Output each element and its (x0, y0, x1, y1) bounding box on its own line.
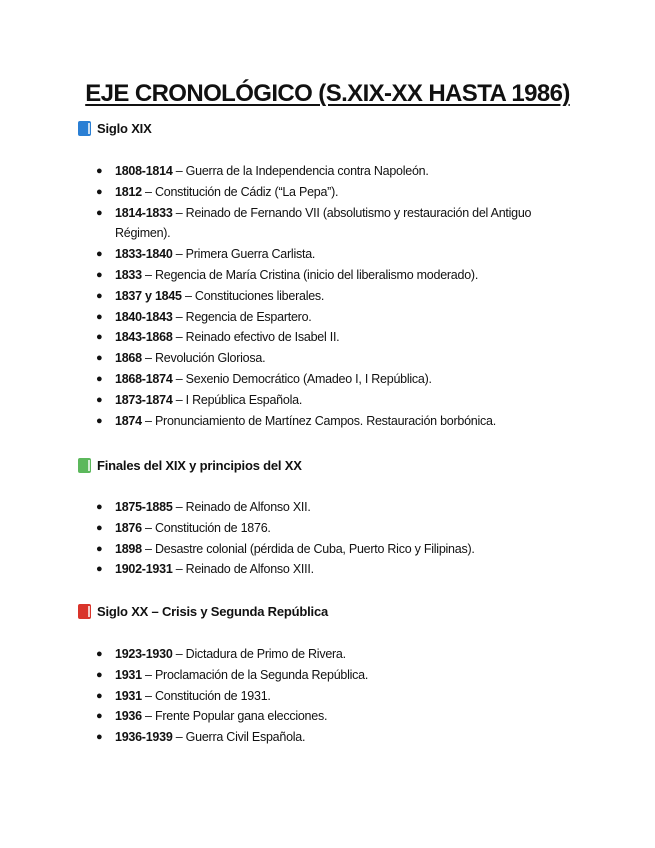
event-year: 1868-1874 (115, 371, 173, 386)
red-book-icon (78, 604, 91, 619)
event-year: 1868 (115, 351, 142, 366)
section-heading-siglo-xx (78, 604, 328, 619)
bullet-icon: ● (96, 310, 103, 323)
bullet-icon: ● (96, 501, 103, 513)
bullet-icon: ● (96, 710, 103, 723)
event-year: 1936-1939 (115, 730, 173, 745)
list-item (96, 286, 566, 307)
event-year: 1833 (115, 267, 142, 282)
list-item (96, 559, 566, 580)
bullet-icon: ● (96, 563, 103, 576)
bullet-icon: ● (96, 648, 103, 660)
events-list-siglo-xx (96, 644, 566, 748)
bullet-icon: ● (96, 731, 103, 744)
list-item (96, 518, 566, 539)
event-year: 1873-1874 (115, 392, 173, 407)
bullet-icon: ● (96, 393, 103, 406)
event-year: 1898 (115, 541, 142, 556)
list-item (96, 182, 566, 203)
section-heading-text: Siglo XIX (97, 121, 152, 136)
page-title: EJE CRONOLÓGICO (S.XIX-XX HASTA 1986) (85, 80, 570, 107)
event-text: – Reinado efectivo de Isabel II. (172, 330, 340, 345)
bullet-icon: ● (96, 289, 103, 302)
bullet-icon: ● (96, 372, 103, 385)
list-item (96, 348, 566, 369)
list-item (96, 265, 566, 286)
list-item (96, 686, 566, 707)
section-heading-siglo-xix (78, 121, 152, 136)
event-text: – Reinado de Alfonso XIII. (172, 562, 314, 577)
event-year: 1812 (115, 184, 142, 199)
bullet-icon: ● (96, 689, 103, 702)
event-year: 1875-1885 (115, 500, 173, 514)
event-year: 1833-1840 (115, 247, 173, 262)
list-item (96, 203, 566, 245)
event-text: – Dictadura de Primo de Rivera. (172, 647, 346, 661)
event-year: 1874 (115, 413, 142, 428)
event-text: – Proclamación de la Segunda República. (141, 667, 369, 682)
list-item (96, 369, 566, 390)
event-year: 1902-1931 (115, 562, 173, 577)
event-text: – Primera Guerra Carlista. (172, 247, 316, 262)
event-text: – Desastre colonial (pérdida de Cuba, Puerto Rico y Filipinas). (141, 541, 475, 556)
bullet-icon: ● (96, 185, 103, 198)
event-year: 1931 (115, 667, 142, 682)
event-year: 1923-1930 (115, 647, 173, 661)
list-item (96, 161, 566, 182)
list-item (96, 539, 566, 560)
event-text: – I República Española. (172, 392, 303, 407)
event-text: – Reinado de Fernando VII (absolutismo y restauración del Antiguo Régimen). (115, 205, 532, 241)
event-text: – Regencia de María Cristina (inicio del liberalismo moderado). (141, 267, 479, 282)
event-text: – Regencia de Espartero. (172, 309, 312, 324)
event-text: – Pronunciamiento de Martínez Campos. Restauración borbónica. (141, 413, 496, 428)
list-item (96, 706, 566, 727)
green-book-icon (78, 458, 91, 473)
list-item (96, 307, 566, 328)
list-item (96, 665, 566, 686)
bullet-icon: ● (96, 542, 103, 555)
bullet-icon: ● (96, 165, 103, 177)
event-year: 1936 (115, 709, 142, 724)
bullet-icon: ● (96, 352, 103, 365)
bullet-icon: ● (96, 414, 103, 427)
bullet-icon: ● (96, 206, 103, 219)
event-text: – Guerra de la Independencia contra Napoleón. (172, 164, 429, 178)
bullet-icon: ● (96, 521, 103, 534)
events-list-siglo-xix (96, 161, 566, 431)
list-item (96, 244, 566, 265)
event-text: – Constitución de Cádiz (“La Pepa”). (141, 184, 339, 199)
section-heading-text: Finales del XIX y principios del XX (97, 458, 302, 473)
event-year: 1876 (115, 520, 142, 535)
list-item (96, 644, 566, 665)
event-year: 1808-1814 (115, 164, 173, 178)
event-text: – Constitución de 1876. (141, 520, 271, 535)
list-item (96, 390, 566, 411)
list-item (96, 727, 566, 748)
event-year: 1931 (115, 688, 142, 703)
event-text: – Constituciones liberales. (181, 288, 325, 303)
section-heading-text: Siglo XX – Crisis y Segunda República (97, 604, 328, 619)
event-text: – Sexenio Democrático (Amadeo I, I República). (172, 371, 432, 386)
event-year: 1837 y 1845 (115, 288, 182, 303)
event-year: 1814-1833 (115, 205, 173, 220)
list-item (96, 411, 566, 432)
list-item (96, 497, 566, 518)
bullet-icon: ● (96, 331, 103, 344)
event-text: – Constitución de 1931. (141, 688, 271, 703)
event-text: – Guerra Civil Española. (172, 730, 306, 745)
event-year: 1843-1868 (115, 330, 173, 345)
events-list-finales-xix (96, 497, 566, 580)
bullet-icon: ● (96, 268, 103, 281)
event-year: 1840-1843 (115, 309, 173, 324)
event-text: – Revolución Gloriosa. (141, 351, 266, 366)
list-item (96, 327, 566, 348)
blue-book-icon (78, 121, 91, 136)
bullet-icon: ● (96, 668, 103, 681)
event-text: – Frente Popular gana elecciones. (141, 709, 328, 724)
event-text: – Reinado de Alfonso XII. (172, 500, 311, 514)
bullet-icon: ● (96, 248, 103, 261)
section-heading-finales-xix (78, 458, 302, 473)
